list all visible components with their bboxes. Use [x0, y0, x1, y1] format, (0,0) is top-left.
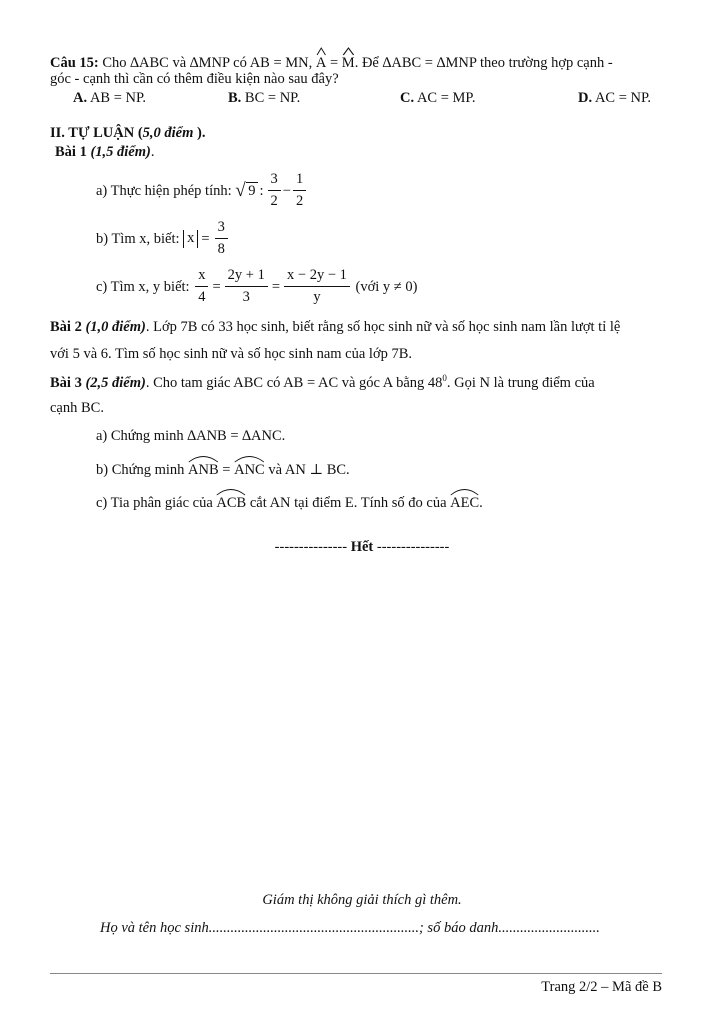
denominator: 2: [295, 192, 304, 209]
proctor-note: Giám thị không giải thích gì thêm.: [262, 892, 462, 908]
equals-sign: =: [271, 278, 281, 295]
end-text: Hết: [350, 539, 374, 555]
bai-1-part-c: [96, 268, 417, 306]
option-text: AC = MP.: [416, 90, 476, 106]
problem-text-end: . Gọi N là trung điểm của: [446, 374, 595, 391]
bai-3-part-c: [96, 492, 483, 511]
part-text-mid: cắt AN tại điểm E. Tính số đo của: [249, 495, 447, 511]
option-letter: A.: [73, 90, 88, 106]
fraction-2: [293, 172, 306, 210]
bai-1-part-a: [96, 172, 308, 210]
angle-aec: [450, 492, 479, 511]
angle-a: [316, 52, 326, 71]
question-stem-cont: . Để ∆ABC = ∆MNP theo trường hợp cạnh -: [354, 55, 613, 71]
page-footer: Trang 2/2 – Mã đề B: [541, 979, 662, 995]
option-text: BC = NP.: [244, 90, 301, 106]
heading-text: II. TỰ LUẬN (: [50, 125, 143, 141]
angle-acb: [216, 492, 246, 511]
option-text: AB = NP.: [89, 90, 147, 106]
denominator: 4: [198, 288, 206, 305]
fraction: [215, 220, 228, 258]
option-text: AC = NP.: [594, 90, 652, 106]
option-letter: C.: [400, 90, 415, 106]
question-15-line-2: góc - cạnh thì cần có thêm điều kiện nào sau đây?: [50, 71, 339, 87]
footer-divider: [50, 973, 662, 974]
problem-label: Bài 3: [50, 374, 82, 391]
condition: (với y ≠ 0): [355, 278, 418, 295]
equals-sign: =: [329, 55, 339, 71]
question-15-line-1: [50, 52, 613, 71]
part-text: c) Tìm x, y biết:: [96, 278, 190, 295]
equals-sign: =: [222, 462, 231, 478]
question-stem: Cho ∆ABC và ∆MNP có AB = MN,: [102, 55, 313, 71]
numerator: x: [195, 268, 208, 287]
angle-m: [342, 52, 355, 71]
angle-anb: [188, 459, 219, 478]
dashes-left: ---------------: [274, 539, 348, 555]
part-text-end: và AN ⊥ BC.: [268, 462, 350, 478]
colon-sign: :: [259, 182, 264, 199]
bai-3-line-2: cạnh BC.: [50, 400, 104, 416]
bai-2-line-1: [50, 320, 620, 335]
angle-m-label: M: [341, 55, 355, 71]
numerator: x − 2y − 1: [284, 268, 350, 287]
problem-tail: .: [150, 144, 155, 160]
denominator: 2: [270, 192, 278, 209]
question-label: Câu 15:: [50, 55, 99, 71]
fraction-1: [268, 172, 281, 210]
problem-text: . Cho tam giác ABC có AB = AC và góc A bằng 48: [145, 374, 443, 391]
numerator: 3: [268, 172, 281, 191]
bai-2-line-2: với 5 và 6. Tìm số học sinh nữ và số học sinh nam của lớp 7B.: [50, 346, 413, 362]
equals-sign: =: [212, 278, 221, 295]
bai-3-part-a: a) Chứng minh ∆ANB = ∆ANC.: [96, 428, 286, 444]
part-text-end: .: [479, 495, 483, 511]
dashes-right: ---------------: [376, 539, 450, 555]
angle-label: ANB: [188, 462, 219, 478]
fraction-1: [195, 268, 208, 306]
radical-sign-icon: √: [235, 179, 246, 201]
problem-label: Bài 2: [50, 319, 82, 335]
part-text: a) Thực hiện phép tính:: [96, 182, 232, 199]
bai-3-part-b: [96, 459, 350, 478]
fraction-3: [284, 268, 350, 306]
bai-1-heading: [55, 145, 154, 160]
square-root: [235, 179, 257, 201]
heading-end: ).: [193, 125, 206, 141]
part-text: b) Tìm x, biết:: [96, 230, 180, 247]
student-info-line: Họ và tên học sinh..........................................................; số báo danh............................: [100, 920, 600, 936]
problem-points: (1,0 điểm): [85, 319, 146, 335]
equals-sign: =: [201, 230, 210, 247]
bai-1-part-b: [96, 220, 230, 258]
option-c: [400, 91, 475, 106]
problem-text: . Lớp 7B có 33 học sinh, biết rằng số học sinh nữ và số học sinh nam lần lượt tỉ lệ: [145, 319, 621, 335]
option-d: [578, 91, 651, 106]
angle-label: AEC: [450, 495, 480, 511]
fraction-2: [225, 268, 268, 306]
denominator: y: [313, 288, 321, 305]
degree-superscript: 0: [442, 373, 447, 383]
angle-a-label: A: [315, 55, 327, 71]
part-2-heading: [50, 126, 206, 141]
angle-label: ANC: [234, 462, 265, 478]
problem-points: (1,5 điểm): [90, 144, 151, 160]
heading-points: 5,0 điểm: [142, 125, 194, 141]
bai-3-line-1: [50, 374, 595, 390]
problem-points: (2,5 điểm): [85, 374, 146, 391]
numerator: 1: [293, 172, 306, 191]
denominator: 8: [217, 240, 225, 257]
option-b: [228, 91, 300, 106]
option-a: [73, 91, 146, 106]
denominator: 3: [242, 288, 250, 305]
angle-anc: [234, 459, 265, 478]
minus-sign: −: [282, 182, 291, 199]
part-text: b) Chứng minh: [96, 462, 185, 478]
option-letter: B.: [228, 90, 242, 106]
radicand: 9: [248, 182, 256, 199]
end-marker: [0, 540, 724, 555]
numerator: 2y + 1: [225, 268, 268, 287]
option-letter: D.: [578, 90, 593, 106]
angle-label: ACB: [216, 495, 247, 511]
absolute-value: x: [183, 230, 198, 248]
numerator: 3: [215, 220, 228, 239]
part-text: c) Tia phân giác của: [96, 495, 213, 511]
problem-label: Bài 1: [55, 144, 87, 160]
